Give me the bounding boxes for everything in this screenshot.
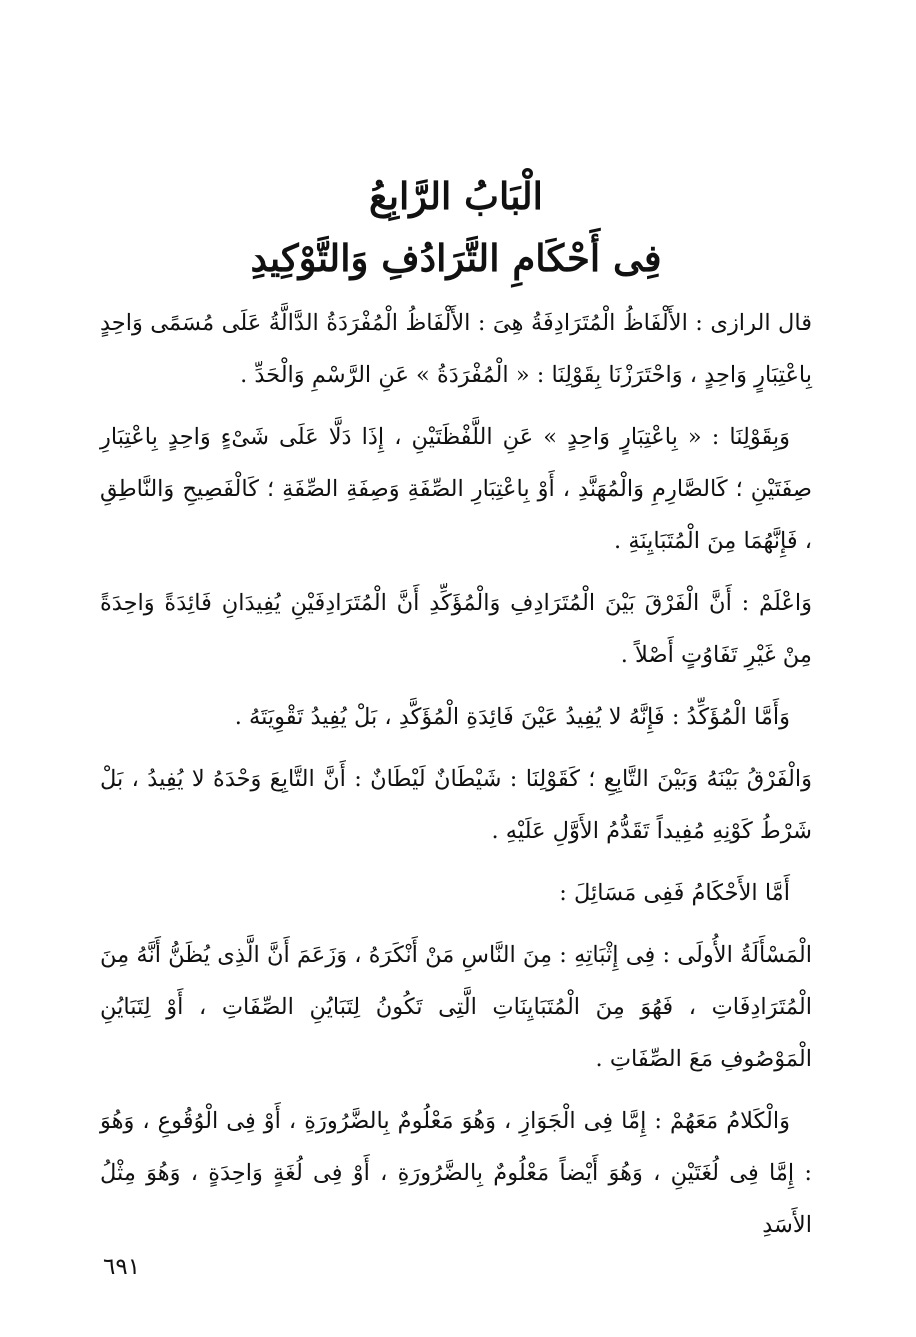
paragraph: أَمَّا الأَحْكَامُ فَفِى مَسَائِلَ :	[559, 880, 790, 906]
page-number: ٦٩١	[103, 1254, 141, 1280]
chapter-heading: الْبَابُ الرَّابِعُ	[369, 174, 543, 218]
paragraph: وَاعْلَمْ : أَنَّ الْفَرْقَ بَيْنَ الْمُتَرَادِفِ وَالْمُؤَكِّدِ أَنَّ الْمُتَرَادِفَيْنِ يُفِيدَانِ فَائِدَةً وَاحِدَةً مِنْ غَيْرِ تَفَاوُتٍ أَصْلاً .	[100, 590, 812, 668]
document-page	[100, 165, 812, 1261]
chapter-subheading: فِى أَحْكَامِ التَّرَادُفِ وَالتَّوْكِيدِ	[250, 236, 662, 280]
paragraph: وَالْفَرْقُ بَيْنَهُ وَبَيْنَ التَّابِعِ ؛ كَقَوْلِنَا : شَيْطَانٌ لَيْطَانٌ : أَنَّ التَّابِعَ وَحْدَهُ لا يُفِيدُ ، بَلْ شَرْطُ كَوْنِهِ مُفِيداً تَقَدُّمُ الأَوَّلِ عَلَيْهِ .	[100, 766, 812, 844]
paragraph: قال الرازى : الأَلْفَاظُ الْمُتَرَادِفَةُ هِىَ : الأَلْفَاظُ الْمُفْرَدَةُ الدَّالَّةُ عَلَى مُسَمًى وَاحِدٍ بِاعْتِبَارٍ وَاحِدٍ ، وَاحْتَرَزْنَا بِقَوْلِنَا : « الْمُفْرَدَةُ » عَنِ الرَّسْمِ وَالْحَدِّ .	[100, 310, 812, 388]
paragraph: وَبِقَوْلِنَا : « بِاعْتِبَارٍ وَاحِدٍ » عَنِ اللَّفْظَتَيْنِ ، إِذَا دَلَّا عَلَى شَىْءٍ وَاحِدٍ بِاعْتِبَارِ صِفَتَيْنِ ؛ كَالصَّارِمِ وَالْمُهَنَّدِ ، أَوْ بِاعْتِبَارِ الصِّفَةِ وَصِفَةِ الصِّفَةِ ؛ كَالْفَصِيحِ وَالنَّاطِقِ ، فَإِنَّهُمَا مِنَ الْمُتَبَايِنَةِ .	[100, 424, 812, 554]
paragraph: وَالْكَلامُ مَعَهُمْ : إِمَّا فِى الْجَوَازِ ، وَهُوَ مَعْلُومٌ بِالضَّرُورَةِ ، أَوْ فِى الْوُقُوعِ ، وَهُوَ : إِمَّا فِى لُغَتَيْنِ ، وَهُوَ أَيْضاً مَعْلُومٌ بِالضَّرُورَةِ ، أَوْ فِى لُغَةٍ وَاحِدَةٍ ، وَهُوَ مِثْلُ الأَسَدِ	[100, 1108, 812, 1238]
paragraph: وَأَمَّا الْمُؤَكِّدُ : فَإِنَّهُ لا يُفِيدُ عَيْنَ فَائِدَةِ الْمُؤَكَّدِ ، بَلْ يُفِيدُ تَقْوِيَتَهُ .	[234, 704, 790, 730]
paragraph: الْمَسْأَلَةُ الأُولَى : فِى إِثْبَاتِهِ : مِنَ النَّاسِ مَنْ أَنْكَرَهُ ، وَزَعَمَ أَنَّ الَّذِى يُظَنُّ أَنَّهُ مِنَ الْمُتَرَادِفَاتِ ، فَهُوَ مِنَ الْمُتَبَايِنَاتِ الَّتِى تَكُونُ لِتَبَايُنِ الصِّفَاتِ ، أَوْ لِتَبَايُنِ الْمَوْصُوفِ مَعَ الصِّفَاتِ .	[100, 942, 812, 1072]
